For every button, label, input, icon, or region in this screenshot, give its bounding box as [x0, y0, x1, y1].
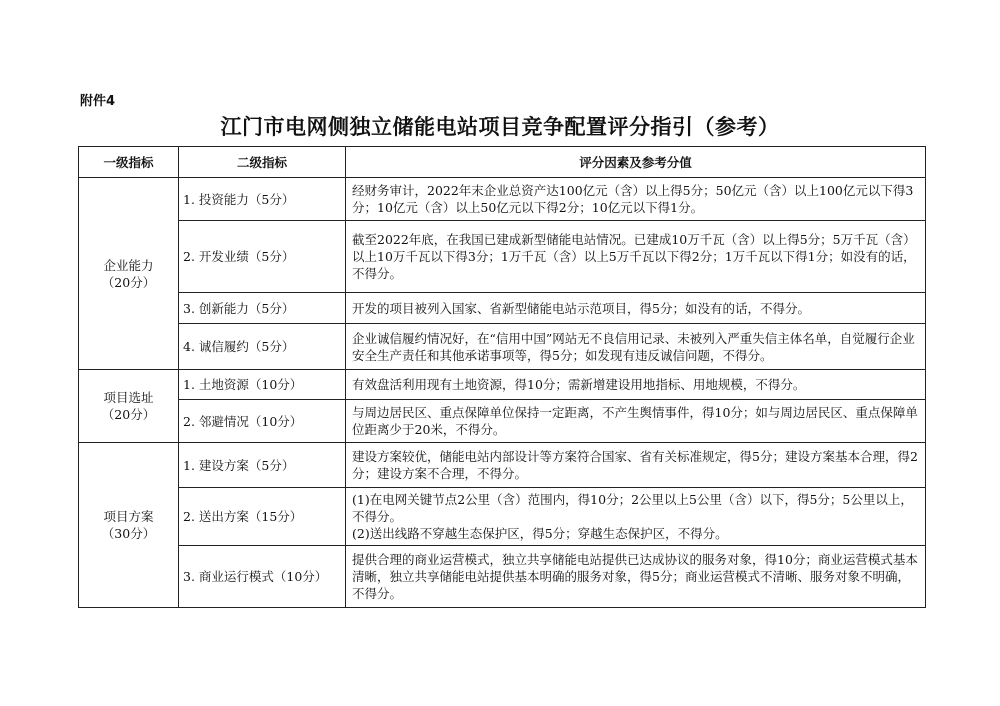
table-row [79, 443, 926, 488]
indicator-label: 1. 土地资源（10分） [179, 370, 346, 400]
table-row [79, 221, 926, 293]
group-score: （20分） [101, 274, 156, 290]
group-name: 项目方案 [103, 509, 154, 524]
indicator-label: 3. 商业运行模式（10分） [179, 546, 346, 608]
table-row [79, 324, 926, 370]
indicator-label: 2. 邻避情况（10分） [179, 400, 346, 443]
indicator-label: 1. 建设方案（5分） [179, 443, 346, 488]
table-row [79, 546, 926, 608]
table-row [79, 488, 926, 546]
criteria-text: 截至2022年底，在我国已建成新型储能电站情况。已建成10万千瓦（含）以上得5分；5万千瓦（含）以上10万千瓦以下得3分；1万千瓦（含）以上5万千瓦以下得2分；1万千瓦以下得1分；如没有的话，不得分。 [346, 221, 926, 293]
table-row [79, 293, 926, 324]
criteria-cell [346, 488, 926, 546]
criteria-text: 提供合理的商业运营模式，独立共享储能电站提供已达成协议的服务对象，得10分；商业运营模式基本清晰，独立共享储能电站提供基本明确的服务对象，得5分；商业运营模式不清晰、服务对象不明确，不得分。 [346, 546, 926, 608]
group-name: 项目选址 [103, 390, 154, 405]
table-row [79, 400, 926, 443]
criteria-text: 与周边居民区、重点保障单位保持一定距离，不产生舆情事件，得10分；如与周边居民区、重点保障单位距离少于20米，不得分。 [346, 400, 926, 443]
criteria-text: 经财务审计，2022年末企业总资产达100亿元（含）以上得5分；50亿元（含）以上100亿元以下得3分；10亿元（含）以上50亿元以下得2分；10亿元以下得1分。 [346, 178, 926, 221]
criteria-text: (2)送出线路不穿越生态保护区，得5分；穿越生态保护区，不得分。 [352, 526, 728, 541]
group-cell-enterprise [79, 178, 179, 370]
document-title: 江门市电网侧独立储能电站项目竞争配置评分指引（参考） [220, 114, 780, 139]
criteria-text: 建设方案较优，储能电站内部设计等方案符合国家、省有关标准规定，得5分；建设方案基本合理，得2分；建设方案不合理，不得分。 [346, 443, 926, 488]
header-level2: 二级指标 [179, 147, 346, 178]
group-score: （30分） [101, 526, 156, 541]
group-name: 企业能力 [103, 257, 154, 273]
header-level1: 一级指标 [79, 147, 179, 178]
criteria-text: 企业诚信履约情况好，在“信用中国”网站无不良信用记录、未被列入严重失信主体名单，自觉履行企业安全生产责任和其他承诺事项等，得5分；如发现有违反诚信问题，不得分。 [346, 324, 926, 370]
criteria-text: 开发的项目被列入国家、省新型储能电站示范项目，得5分；如没有的话，不得分。 [346, 293, 926, 324]
indicator-label: 4. 诚信履约（5分） [179, 324, 346, 370]
group-score: （20分） [101, 407, 156, 422]
group-cell-plan [79, 443, 179, 608]
criteria-text: (1)在电网关键节点2公里（含）范围内，得10分；2公里以上5公里（含）以下，得5分；5公里以上，不得分。 [352, 492, 913, 524]
scoring-table [78, 146, 926, 608]
indicator-label: 1. 投资能力（5分） [179, 178, 346, 221]
table-header-row [79, 147, 926, 178]
header-criteria: 评分因素及参考分值 [346, 147, 926, 178]
criteria-text: 有效盘活利用现有土地资源，得10分；需新增建设用地指标、用地规模，不得分。 [346, 370, 926, 400]
group-cell-site [79, 370, 179, 443]
indicator-label: 2. 送出方案（15分） [179, 488, 346, 546]
indicator-label: 3. 创新能力（5分） [179, 293, 346, 324]
table-row [79, 370, 926, 400]
table-row [79, 178, 926, 221]
attachment-label: 附件4 [80, 94, 116, 109]
indicator-label: 2. 开发业绩（5分） [179, 221, 346, 293]
